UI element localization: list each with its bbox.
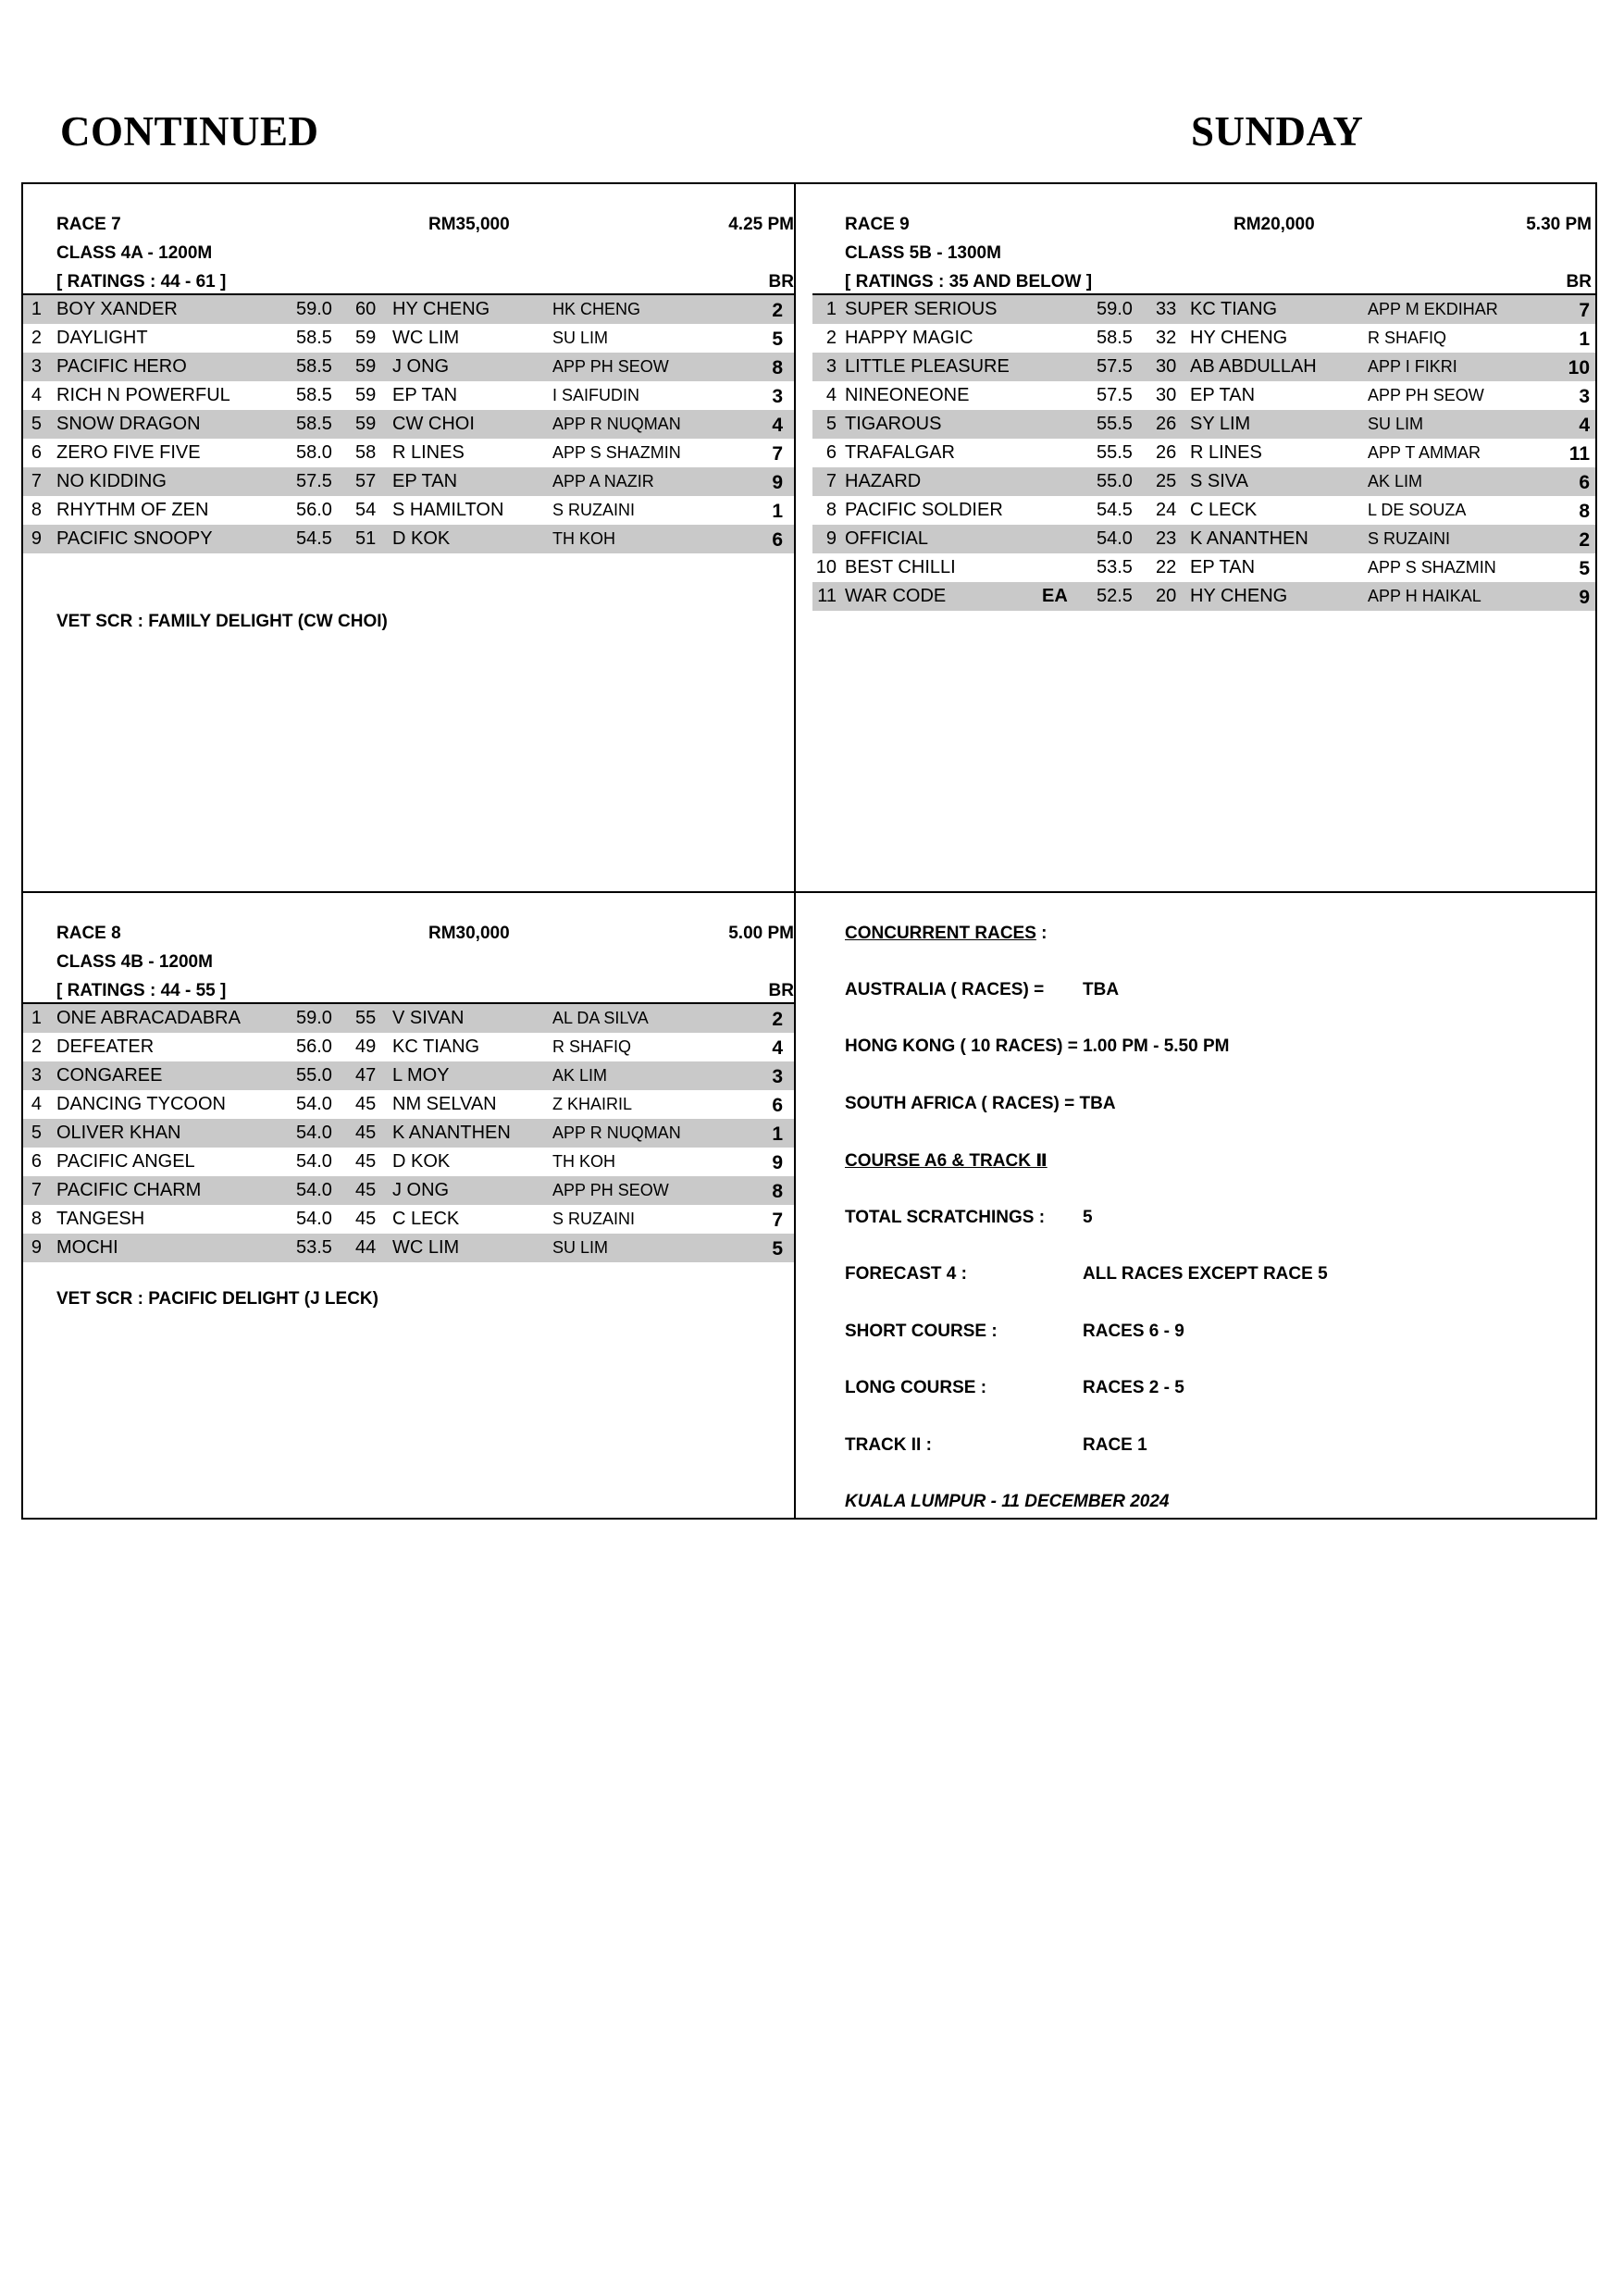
trainer-name: S RUZAINI xyxy=(552,1210,636,1228)
concurrent-races-heading: CONCURRENT RACES : xyxy=(845,924,1048,943)
horse-rating: 51 xyxy=(355,528,377,549)
barrier-draw: 2 xyxy=(772,1009,783,1030)
barrier-draw: 1 xyxy=(772,501,783,522)
barrier-draw: 4 xyxy=(772,415,783,436)
barrier-draw: 6 xyxy=(772,529,783,551)
trainer-name: APP H HAIKAL xyxy=(1368,587,1481,605)
jockey-name: NM SELVAN xyxy=(392,1094,497,1114)
jockey-name: HY CHENG xyxy=(392,299,490,319)
runner-row xyxy=(23,295,794,324)
runner-number: 7 xyxy=(31,471,42,491)
runner-row xyxy=(812,410,1595,439)
horse-rating: 24 xyxy=(1156,500,1177,520)
carried-weight: 54.0 xyxy=(296,1123,332,1143)
runner-row xyxy=(812,467,1595,496)
horse-name: SUPER SERIOUS xyxy=(845,299,998,319)
race-class: CLASS 4B - 1200M xyxy=(56,952,213,972)
trainer-name: TH KOH xyxy=(552,1152,616,1171)
jockey-name: SY LIM xyxy=(1190,414,1251,434)
runner-number: 7 xyxy=(31,1180,42,1200)
race-time: 5.00 PM xyxy=(728,924,794,943)
horse-name: PACIFIC SNOOPY xyxy=(56,528,213,549)
race-ratings-row xyxy=(23,975,794,1004)
horse-rating: 30 xyxy=(1156,385,1177,405)
runner-row xyxy=(23,381,794,410)
runner-row xyxy=(23,1004,794,1033)
jockey-name: EP TAN xyxy=(392,385,458,405)
barrier-draw: 3 xyxy=(772,386,783,407)
br-header: BR xyxy=(768,981,794,1000)
horse-mark: EA xyxy=(1042,586,1068,606)
horse-rating: 26 xyxy=(1156,442,1177,463)
runner-row xyxy=(812,525,1595,553)
carried-weight: 58.5 xyxy=(1097,328,1133,348)
trainer-name: APP PH SEOW xyxy=(552,1181,669,1199)
south-africa-races: SOUTH AFRICA ( RACES) = TBA xyxy=(845,1094,1116,1113)
horse-rating: 55 xyxy=(355,1008,377,1028)
jockey-name: D KOK xyxy=(392,1151,451,1172)
course-track: COURSE A6 & TRACK Ⅱ xyxy=(845,1151,1048,1171)
runner-number: 6 xyxy=(31,442,42,463)
carried-weight: 57.5 xyxy=(1097,356,1133,377)
carried-weight: 55.5 xyxy=(1097,442,1133,463)
runner-number: 2 xyxy=(31,1036,42,1057)
runner-row xyxy=(812,353,1595,381)
runner-row xyxy=(23,1090,794,1119)
jockey-name: C LECK xyxy=(392,1209,460,1229)
barrier-draw: 2 xyxy=(772,300,783,321)
barrier-draw: 3 xyxy=(772,1066,783,1087)
trainer-name: S RUZAINI xyxy=(552,501,636,519)
runner-number: 2 xyxy=(31,328,42,348)
carried-weight: 57.5 xyxy=(296,471,332,491)
trainer-name: AK LIM xyxy=(1368,472,1423,490)
horse-rating: 45 xyxy=(355,1151,377,1172)
horse-name: TANGESH xyxy=(56,1209,145,1229)
jockey-name: EP TAN xyxy=(1190,557,1256,577)
race-ratings: [ RATINGS : 44 - 61 ] xyxy=(56,272,227,292)
race-class: CLASS 5B - 1300M xyxy=(845,243,1001,263)
horse-name: LITTLE PLEASURE xyxy=(845,356,1010,377)
runner-row xyxy=(812,381,1595,410)
jockey-name: J ONG xyxy=(392,356,450,377)
runner-number: 4 xyxy=(31,1094,42,1114)
horse-name: RICH N POWERFUL xyxy=(56,385,230,405)
horse-name: PACIFIC ANGEL xyxy=(56,1151,195,1172)
race-8-panel xyxy=(23,893,794,1309)
runner-row xyxy=(812,553,1595,582)
carried-weight: 57.5 xyxy=(1097,385,1133,405)
trainer-name: APP R NUQMAN xyxy=(552,415,681,433)
horse-name: RHYTHM OF ZEN xyxy=(56,500,209,520)
barrier-draw: 9 xyxy=(772,1152,783,1173)
trainer-name: AL DA SILVA xyxy=(552,1009,649,1027)
barrier-draw: 3 xyxy=(1579,386,1590,407)
runner-number: 6 xyxy=(825,442,837,463)
runner-row xyxy=(23,496,794,525)
barrier-draw: 4 xyxy=(772,1037,783,1059)
barrier-draw: 9 xyxy=(1579,587,1590,608)
jockey-name: HY CHENG xyxy=(1190,328,1288,348)
race-number: RACE 7 xyxy=(56,215,121,234)
race-class: CLASS 4A - 1200M xyxy=(56,243,213,263)
br-header: BR xyxy=(768,272,794,292)
horse-rating: 60 xyxy=(355,299,377,319)
horse-rating: 59 xyxy=(355,414,377,434)
horse-rating: 58 xyxy=(355,442,377,463)
runner-number: 8 xyxy=(825,500,837,520)
race-time: 5.30 PM xyxy=(1526,215,1592,234)
horse-name: DANCING TYCOON xyxy=(56,1094,226,1114)
trainer-name: APP A NAZIR xyxy=(552,472,654,490)
race-ratings-row xyxy=(23,267,794,295)
race-header xyxy=(796,209,1595,238)
jockey-name: WC LIM xyxy=(392,1237,460,1258)
barrier-draw: 11 xyxy=(1568,443,1590,465)
carried-weight: 56.0 xyxy=(296,1036,332,1057)
carried-weight: 58.5 xyxy=(296,328,332,348)
horse-name: ZERO FIVE FIVE xyxy=(56,442,201,463)
long-course-value: RACES 2 - 5 xyxy=(1083,1378,1184,1397)
runner-row xyxy=(23,324,794,353)
vet-scratching: VET SCR : FAMILY DELIGHT (CW CHOI) xyxy=(56,612,388,631)
page-title-continued: CONTINUED xyxy=(60,108,319,155)
horse-rating: 20 xyxy=(1156,586,1177,606)
barrier-draw: 5 xyxy=(772,1238,783,1260)
horse-name: BEST CHILLI xyxy=(845,557,956,577)
carried-weight: 59.0 xyxy=(1097,299,1133,319)
barrier-draw: 7 xyxy=(1579,300,1590,321)
jockey-name: S HAMILTON xyxy=(392,500,504,520)
horse-rating: 57 xyxy=(355,471,377,491)
runner-row xyxy=(812,496,1595,525)
jockey-name: L MOY xyxy=(392,1065,450,1086)
race-number: RACE 9 xyxy=(845,215,910,234)
runner-list xyxy=(23,295,794,553)
horse-name: DEFEATER xyxy=(56,1036,155,1057)
trainer-name: APP S SHAZMIN xyxy=(1368,558,1496,577)
horse-rating: 45 xyxy=(355,1180,377,1200)
jockey-name: EP TAN xyxy=(1190,385,1256,405)
jockey-name: EP TAN xyxy=(392,471,458,491)
horse-name: BOY XANDER xyxy=(56,299,178,319)
barrier-draw: 7 xyxy=(772,443,783,465)
runner-number: 9 xyxy=(31,528,42,549)
trainer-name: SU LIM xyxy=(1368,415,1424,433)
runner-number: 3 xyxy=(31,356,42,377)
race-7-panel xyxy=(23,184,794,631)
carried-weight: 54.5 xyxy=(296,528,332,549)
carried-weight: 59.0 xyxy=(296,299,332,319)
carried-weight: 54.0 xyxy=(296,1094,332,1114)
jockey-name: K ANANTHEN xyxy=(392,1123,511,1143)
race-prize: RM20,000 xyxy=(1233,215,1315,234)
race-ratings-row xyxy=(812,267,1595,295)
trainer-name: APP PH SEOW xyxy=(552,357,669,376)
horse-name: WAR CODE xyxy=(845,586,947,606)
runner-row xyxy=(23,1033,794,1061)
barrier-draw: 8 xyxy=(772,1181,783,1202)
forecast-value: ALL RACES EXCEPT RACE 5 xyxy=(1083,1264,1328,1284)
race-time: 4.25 PM xyxy=(728,215,794,234)
horse-rating: 45 xyxy=(355,1123,377,1143)
horse-name: HAPPY MAGIC xyxy=(845,328,973,348)
horse-name: SNOW DRAGON xyxy=(56,414,201,434)
horse-rating: 32 xyxy=(1156,328,1177,348)
carried-weight: 54.5 xyxy=(1097,500,1133,520)
horse-rating: 44 xyxy=(355,1237,377,1258)
horse-name: OLIVER KHAN xyxy=(56,1123,181,1143)
carried-weight: 54.0 xyxy=(296,1151,332,1172)
barrier-draw: 6 xyxy=(1579,472,1590,493)
runner-number: 11 xyxy=(817,586,837,606)
horse-rating: 22 xyxy=(1156,557,1177,577)
trainer-name: SU LIM xyxy=(552,1238,609,1257)
runner-list xyxy=(812,295,1595,611)
horse-rating: 47 xyxy=(355,1065,377,1086)
long-course-label: LONG COURSE : xyxy=(845,1378,987,1397)
runner-number: 5 xyxy=(31,1123,42,1143)
horse-name: TRAFALGAR xyxy=(845,442,955,463)
horse-name: MOCHI xyxy=(56,1237,118,1258)
carried-weight: 55.0 xyxy=(1097,471,1133,491)
trainer-name: APP S SHAZMIN xyxy=(552,443,681,462)
carried-weight: 54.0 xyxy=(296,1209,332,1229)
horse-rating: 25 xyxy=(1156,471,1177,491)
runner-number: 2 xyxy=(825,328,837,348)
race-class-row xyxy=(23,947,794,975)
horse-name: CONGAREE xyxy=(56,1065,163,1086)
runner-row xyxy=(23,439,794,467)
race-header xyxy=(23,209,794,238)
runner-row xyxy=(23,1061,794,1090)
horse-name: ONE ABRACADABRA xyxy=(56,1008,241,1028)
trainer-name: L DE SOUZA xyxy=(1368,501,1467,519)
carried-weight: 58.5 xyxy=(296,356,332,377)
horse-name: PACIFIC HERO xyxy=(56,356,187,377)
trainer-name: AK LIM xyxy=(552,1066,608,1085)
race-class-row xyxy=(23,238,794,267)
jockey-name: AB ABDULLAH xyxy=(1190,356,1317,377)
runner-number: 7 xyxy=(825,471,837,491)
runner-number: 5 xyxy=(825,414,837,434)
race-class-row xyxy=(796,238,1595,267)
carried-weight: 59.0 xyxy=(296,1008,332,1028)
jockey-name: S SIVA xyxy=(1190,471,1248,491)
carried-weight: 58.5 xyxy=(296,385,332,405)
horse-name: HAZARD xyxy=(845,471,922,491)
runner-number: 8 xyxy=(31,1209,42,1229)
trainer-name: APP I FIKRI xyxy=(1368,357,1457,376)
runner-number: 3 xyxy=(825,356,837,377)
forecast-label: FORECAST 4 : xyxy=(845,1264,967,1284)
barrier-draw: 5 xyxy=(1579,558,1590,579)
track-ii-label: TRACK II : xyxy=(845,1435,932,1455)
race-ratings: [ RATINGS : 44 - 55 ] xyxy=(56,981,227,1000)
runner-row xyxy=(812,295,1595,324)
jockey-name: V SIVAN xyxy=(392,1008,465,1028)
horse-name: NO KIDDING xyxy=(56,471,167,491)
jockey-name: D KOK xyxy=(392,528,451,549)
runner-row xyxy=(812,439,1595,467)
carried-weight: 53.5 xyxy=(1097,557,1133,577)
trainer-name: S RUZAINI xyxy=(1368,529,1451,548)
scratchings-label: TOTAL SCRATCHINGS : xyxy=(845,1208,1046,1227)
horse-rating: 45 xyxy=(355,1209,377,1229)
jockey-name: C LECK xyxy=(1190,500,1258,520)
horse-name: TIGAROUS xyxy=(845,414,942,434)
jockey-name: R LINES xyxy=(392,442,465,463)
carried-weight: 55.5 xyxy=(1097,414,1133,434)
horse-rating: 49 xyxy=(355,1036,377,1057)
scratchings-value: 5 xyxy=(1083,1208,1093,1227)
trainer-name: Z KHAIRIL xyxy=(552,1095,633,1113)
carried-weight: 54.0 xyxy=(1097,528,1133,549)
australia-value: TBA xyxy=(1083,980,1120,999)
runner-row xyxy=(812,582,1595,611)
horse-rating: 45 xyxy=(355,1094,377,1114)
runner-row xyxy=(23,1176,794,1205)
horse-name: PACIFIC SOLDIER xyxy=(845,500,1003,520)
trainer-name: APP R NUQMAN xyxy=(552,1123,681,1142)
runner-number: 8 xyxy=(31,500,42,520)
trainer-name: APP PH SEOW xyxy=(1368,386,1484,404)
race-prize: RM35,000 xyxy=(428,215,510,234)
br-header: BR xyxy=(1566,272,1592,292)
trainer-name: R SHAFIQ xyxy=(552,1037,632,1056)
runner-number: 9 xyxy=(825,528,837,549)
runner-row xyxy=(23,1234,794,1262)
carried-weight: 58.0 xyxy=(296,442,332,463)
runner-number: 5 xyxy=(31,414,42,434)
race-header xyxy=(23,918,794,947)
runner-list xyxy=(23,1004,794,1262)
barrier-draw: 10 xyxy=(1568,357,1590,379)
runner-number: 3 xyxy=(31,1065,42,1086)
carried-weight: 55.0 xyxy=(296,1065,332,1086)
jockey-name: HY CHENG xyxy=(1190,586,1288,606)
barrier-draw: 6 xyxy=(772,1095,783,1116)
horse-rating: 59 xyxy=(355,328,377,348)
jockey-name: WC LIM xyxy=(392,328,460,348)
carried-weight: 53.5 xyxy=(296,1237,332,1258)
runner-number: 10 xyxy=(815,557,837,577)
jockey-name: R LINES xyxy=(1190,442,1262,463)
trainer-name: R SHAFIQ xyxy=(1368,329,1447,347)
carried-weight: 56.0 xyxy=(296,500,332,520)
carried-weight: 58.5 xyxy=(296,414,332,434)
trainer-name: HK CHENG xyxy=(552,300,641,318)
runner-number: 4 xyxy=(31,385,42,405)
trainer-name: SU LIM xyxy=(552,329,609,347)
runner-row xyxy=(23,353,794,381)
meeting-location-date: KUALA LUMPUR - 11 DECEMBER 2024 xyxy=(845,1492,1170,1511)
runner-number: 9 xyxy=(31,1237,42,1258)
carried-weight: 54.0 xyxy=(296,1180,332,1200)
runner-row xyxy=(23,410,794,439)
barrier-draw: 7 xyxy=(772,1210,783,1231)
horse-rating: 33 xyxy=(1156,299,1177,319)
runner-row xyxy=(23,1205,794,1234)
barrier-draw: 9 xyxy=(772,472,783,493)
jockey-name: CW CHOI xyxy=(392,414,475,434)
jockey-name: J ONG xyxy=(392,1180,450,1200)
trainer-name: APP T AMMAR xyxy=(1368,443,1481,462)
runner-number: 4 xyxy=(825,385,837,405)
runner-row xyxy=(23,467,794,496)
horse-rating: 23 xyxy=(1156,528,1177,549)
horse-rating: 54 xyxy=(355,500,377,520)
runner-number: 1 xyxy=(31,1008,42,1028)
race-ratings: [ RATINGS : 35 AND BELOW ] xyxy=(845,272,1093,292)
barrier-draw: 8 xyxy=(1579,501,1590,522)
runner-row xyxy=(23,1119,794,1148)
horse-rating: 59 xyxy=(355,385,377,405)
runner-row xyxy=(23,1148,794,1176)
runner-row xyxy=(23,525,794,553)
horse-rating: 30 xyxy=(1156,356,1177,377)
carried-weight: 52.5 xyxy=(1097,586,1133,606)
vet-scratching: VET SCR : PACIFIC DELIGHT (J LECK) xyxy=(56,1289,378,1309)
runner-row xyxy=(812,324,1595,353)
runner-number: 1 xyxy=(31,299,42,319)
horse-name: PACIFIC CHARM xyxy=(56,1180,202,1200)
race-number: RACE 8 xyxy=(56,924,121,943)
short-course-value: RACES 6 - 9 xyxy=(1083,1322,1184,1341)
barrier-draw: 2 xyxy=(1579,529,1590,551)
jockey-name: K ANANTHEN xyxy=(1190,528,1308,549)
trainer-name: TH KOH xyxy=(552,529,616,548)
horse-rating: 59 xyxy=(355,356,377,377)
runner-number: 6 xyxy=(31,1151,42,1172)
barrier-draw: 5 xyxy=(772,329,783,350)
barrier-draw: 4 xyxy=(1579,415,1590,436)
jockey-name: KC TIANG xyxy=(392,1036,480,1057)
page-title-day: SUNDAY xyxy=(1191,108,1364,155)
barrier-draw: 1 xyxy=(772,1123,783,1145)
meeting-info-panel xyxy=(796,893,1595,1518)
horse-name: DAYLIGHT xyxy=(56,328,148,348)
track-ii-value: RACE 1 xyxy=(1083,1435,1147,1455)
trainer-name: I SAIFUDIN xyxy=(552,386,640,404)
barrier-draw: 1 xyxy=(1579,329,1590,350)
australia-label: AUSTRALIA ( RACES) = xyxy=(845,980,1045,999)
race-prize: RM30,000 xyxy=(428,924,510,943)
runner-number: 1 xyxy=(825,299,837,319)
horse-rating: 26 xyxy=(1156,414,1177,434)
horse-name: NINEONEONE xyxy=(845,385,970,405)
jockey-name: KC TIANG xyxy=(1190,299,1278,319)
horse-name: OFFICIAL xyxy=(845,528,929,549)
barrier-draw: 8 xyxy=(772,357,783,379)
race-9-panel xyxy=(796,184,1595,611)
hong-kong-races: HONG KONG ( 10 RACES) = 1.00 PM - 5.50 PM xyxy=(845,1036,1230,1056)
short-course-label: SHORT COURSE : xyxy=(845,1322,998,1341)
trainer-name: APP M EKDIHAR xyxy=(1368,300,1498,318)
